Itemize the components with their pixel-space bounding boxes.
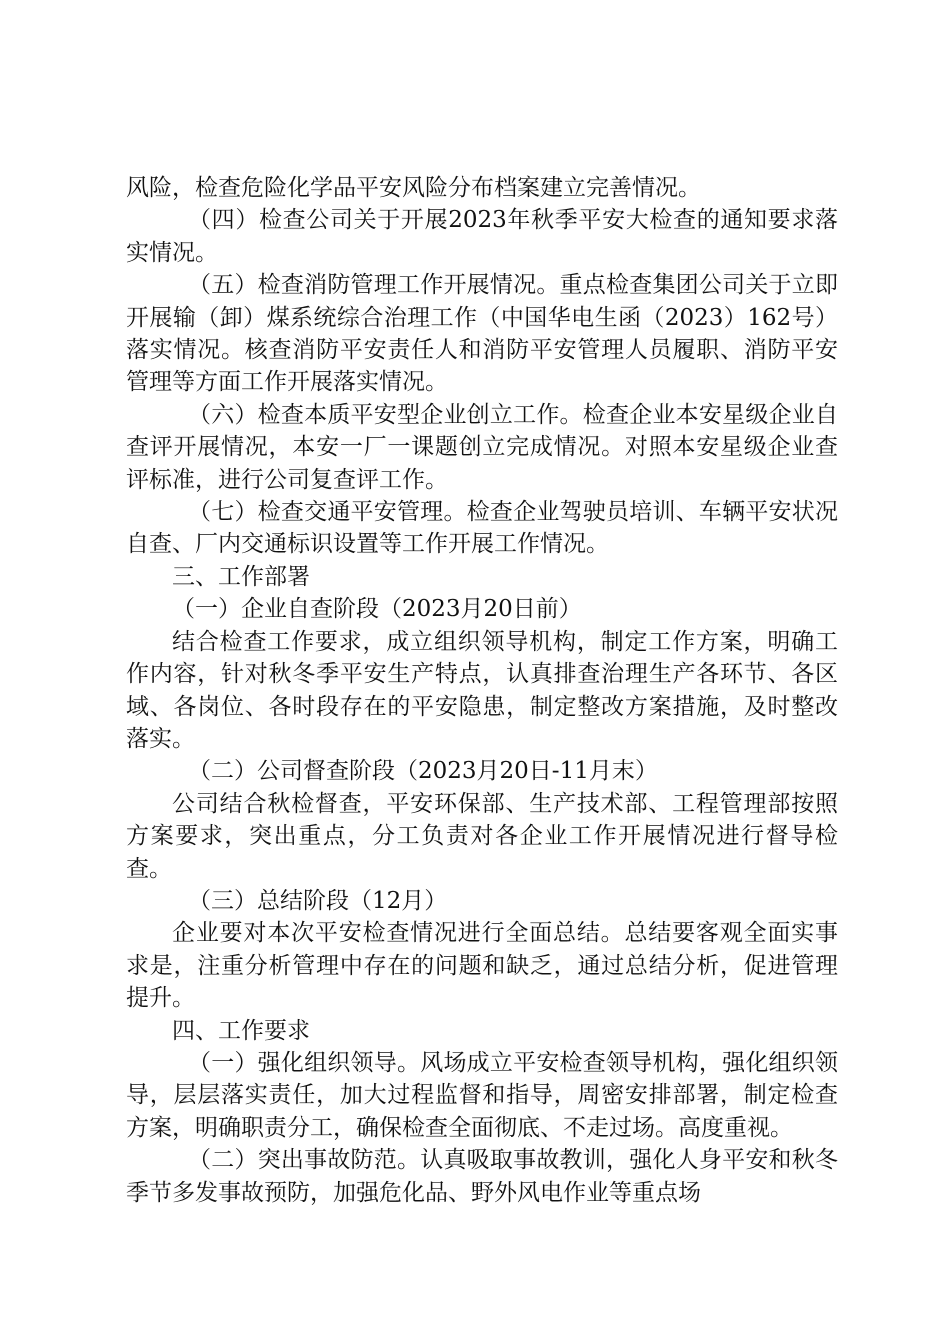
paragraph-requirement-1: （一）强化组织领导。风场成立平安检查领导机构，强化组织领导，层层落实责任，加大过程监督和指导，周密安排部署，制定检查方案，明确职责分工，确保检查全面彻底、不走过场。高度重视。: [126, 1049, 838, 1141]
section-heading-4: 四、工作要求: [172, 1017, 310, 1044]
paragraph-item-7: （七）检查交通平安管理。检查企业驾驶员培训、车辆平安状况自查、厂内交通标识设置等工作开展工作情况。: [126, 499, 838, 558]
paragraph-item-5: （五）检查消防管理工作开展情况。重点检查集团公司关于立即开展输（卸）煤系统综合治理工作（中国华电生函（2023）162号）落实情况。核查消防平安责任人和消防平安管理人员履职、消防平安管理等方面工作开展落实情况。: [126, 272, 838, 396]
paragraph-item-4: （四）检查公司关于开展2023年秋季平安大检查的通知要求落实情况。: [126, 207, 838, 266]
subheading-supervision-phase: （二）公司督查阶段（2023月20日-11月末）: [188, 758, 658, 785]
paragraph-supervision: 公司结合秋检督查，平安环保部、生产技术部、工程管理部按照方案要求，突出重点，分工负责对各企业工作开展情况进行督导检查。: [126, 790, 838, 882]
paragraph-requirement-2: （二）突出事故防范。认真吸取事故教训，强化人身平安和秋冬季节多发事故预防，加强危化品、野外风电作业等重点场: [126, 1147, 838, 1206]
section-heading-3: 三、工作部署: [172, 563, 310, 590]
paragraph-summary: 企业要对本次平安检查情况进行全面总结。总结要客观全面实事求是，注重分析管理中存在的问题和缺乏，通过总结分析，促进管理提升。: [126, 920, 838, 1012]
paragraph-item-6: （六）检查本质平安型企业创立工作。检查企业本安星级企业自查评开展情况，本安一厂一课题创立完成情况。对照本安星级企业查评标准，进行公司复查评工作。: [126, 401, 838, 493]
paragraph-hazard-archive: 风险，检查危险化学品平安风险分布档案建立完善情况。: [126, 175, 701, 201]
document-body: [126, 172, 838, 1209]
subheading-summary-phase: （三）总结阶段（12月）: [188, 887, 448, 914]
paragraph-self-check: 结合检查工作要求，成立组织领导机构，制定工作方案，明确工作内容，针对秋冬季平安生产特点，认真排查治理生产各环节、各区域、各岗位、各时段存在的平安隐患，制定整改方案措施，及时整改落实。: [126, 628, 838, 752]
subheading-self-check-phase: （一）企业自查阶段（2023月20日前）: [172, 596, 582, 623]
